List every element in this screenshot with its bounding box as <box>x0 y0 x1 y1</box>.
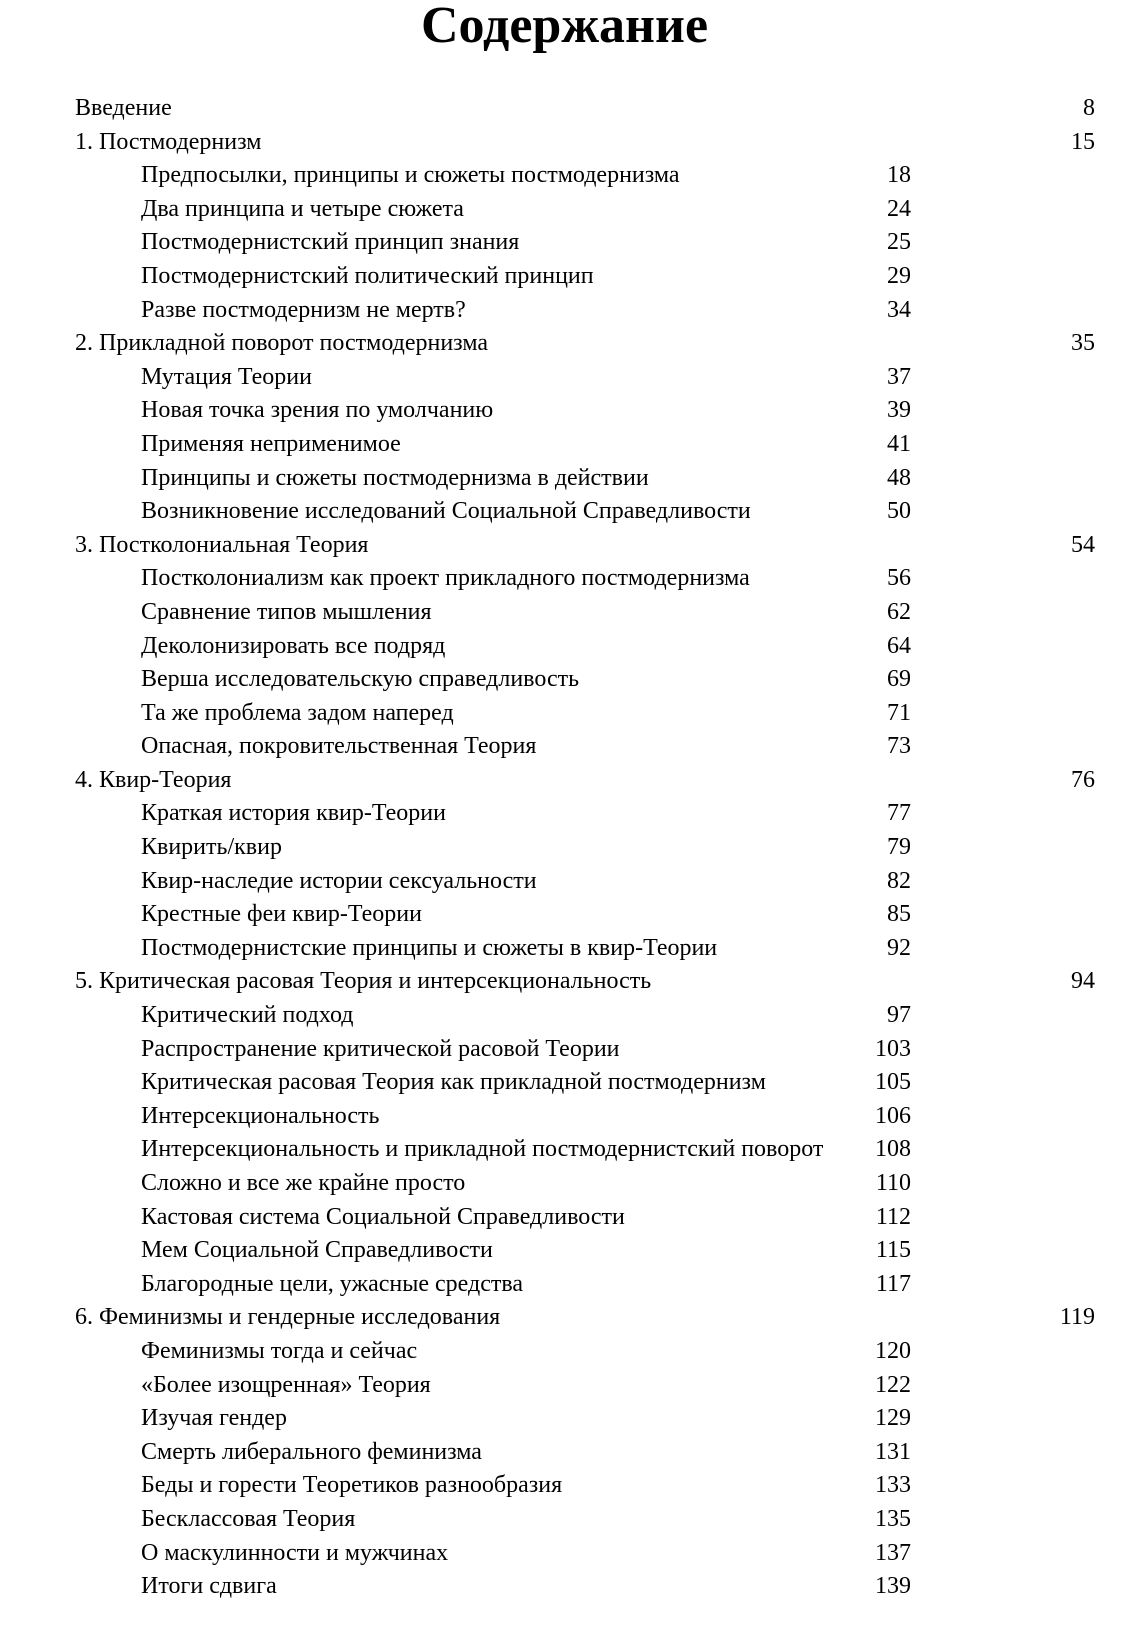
toc-entry-page-number: 71 <box>887 699 911 726</box>
toc-entry-title: Итоги сдвига <box>141 1573 277 1600</box>
toc-section-entry[interactable] <box>75 797 1095 831</box>
toc-entry-title: Интерсекциональность <box>141 1102 380 1129</box>
toc-entry-title: Опасная, покровительственная Теория <box>141 733 537 760</box>
toc-entry-title: «Более изощренная» Теория <box>141 1371 431 1398</box>
toc-section-entry[interactable] <box>75 730 1095 764</box>
toc-entry-page-number: 29 <box>887 262 911 289</box>
toc-entry-page-number: 64 <box>887 632 911 659</box>
toc-section-entry[interactable] <box>75 1469 1095 1503</box>
toc-section-entry[interactable] <box>75 159 1095 193</box>
toc-entry-page-number: 73 <box>887 733 911 760</box>
toc-entry-page-number: 137 <box>875 1539 911 1566</box>
toc-entry-title: Кастовая система Социальной Справедливости <box>141 1203 625 1230</box>
toc-entry-page-number: 112 <box>875 1203 911 1230</box>
toc-chapter-entry[interactable] <box>75 126 1095 160</box>
toc-entry-page-number: 133 <box>875 1472 911 1499</box>
toc-entry-title: Принципы и сюжеты постмодернизма в действии <box>141 464 649 491</box>
toc-entry-page-number: 82 <box>887 867 911 894</box>
toc-section-entry[interactable] <box>75 1066 1095 1100</box>
toc-entry-title: 4. Квир-Теория <box>75 766 232 793</box>
toc-entry-page-number: 69 <box>887 666 911 693</box>
toc-entry-page-number: 39 <box>887 397 911 424</box>
toc-section-entry[interactable] <box>75 697 1095 731</box>
toc-entry-page-number: 25 <box>887 229 911 256</box>
toc-entry-title: Введение <box>75 95 172 121</box>
toc-entry-page-number: 85 <box>887 901 911 928</box>
toc-chapter-entry[interactable] <box>75 764 1095 798</box>
toc-entry-page-number: 122 <box>875 1371 911 1398</box>
toc-section-entry[interactable] <box>75 1436 1095 1470</box>
toc-section-entry[interactable] <box>75 663 1095 697</box>
page-title: Содержание <box>420 0 709 54</box>
toc-section-entry[interactable] <box>75 1268 1095 1302</box>
toc-entry-page-number: 41 <box>887 430 911 457</box>
toc-entry-page-number: 135 <box>875 1505 911 1532</box>
toc-entry-title: Верша исследовательскую справедливость <box>141 666 580 693</box>
toc-entry-page-number: 48 <box>887 464 911 491</box>
toc-entry-page-number: 110 <box>875 1170 911 1196</box>
toc-entry-title: 6. Феминизмы и гендерные исследования <box>75 1304 501 1331</box>
toc-section-entry[interactable] <box>75 1402 1095 1436</box>
toc-section-entry[interactable] <box>75 260 1095 294</box>
toc-entry-title: Распространение критической расовой Теории <box>141 1035 620 1062</box>
toc-chapter-entry[interactable] <box>75 529 1095 563</box>
toc-entry-title: Предпосылки, принципы и сюжеты постмодернизма <box>141 162 680 189</box>
toc-entry-page-number: 18 <box>887 162 911 189</box>
toc-entry-title: Постмодернистский принцип знания <box>141 229 520 256</box>
toc-entry-page-number: 92 <box>887 934 911 961</box>
toc-entry-page-number: 35 <box>1071 330 1095 357</box>
toc-entry-page-number: 129 <box>875 1405 911 1432</box>
toc-entry-title: Беды и горести Теоретиков разнообразия <box>141 1472 563 1499</box>
toc-entry-page-number: 120 <box>875 1337 911 1364</box>
toc-entry-page-number: 50 <box>887 498 911 525</box>
toc-entry-page-number: 62 <box>887 598 911 625</box>
toc-entry-page-number: 24 <box>887 195 911 222</box>
toc-section-entry[interactable] <box>75 1369 1095 1403</box>
toc-entry-page-number: 76 <box>1071 766 1095 793</box>
toc-entry-title: Применяя неприменимое <box>141 430 401 457</box>
toc-entry-title: Постмодернистские принципы и сюжеты в квир-Теории <box>141 934 718 961</box>
toc-entry-title: Квир-наследие истории сексуальности <box>141 867 537 894</box>
toc-entry-title: Разве постмодернизм не мертв? <box>141 296 466 323</box>
toc-entry-title: Сложно и все же крайне просто <box>141 1170 466 1196</box>
toc-entry-page-number: 37 <box>887 363 911 390</box>
toc-section-entry[interactable] <box>75 1503 1095 1537</box>
toc-chapter-entry[interactable] <box>75 1301 1095 1335</box>
toc-entry-page-number: 97 <box>887 1002 911 1029</box>
toc-entry-title: 5. Критическая расовая Теория и интерсекциональность <box>75 968 652 995</box>
toc-section-entry[interactable] <box>75 562 1095 596</box>
toc-entry-page-number: 94 <box>1071 968 1095 995</box>
toc-entry-title: Сравнение типов мышления <box>141 598 432 625</box>
toc-entry-title: Краткая история квир-Теории <box>141 800 446 827</box>
toc-entry-page-number: 77 <box>887 800 911 827</box>
toc-entry-page-number: 103 <box>875 1035 911 1062</box>
toc-section-entry[interactable] <box>75 226 1095 260</box>
toc-section-entry[interactable] <box>75 361 1095 395</box>
toc-entry-title: Постмодернистский политический принцип <box>141 262 594 289</box>
toc-entry-page-number: 106 <box>875 1102 911 1129</box>
toc-section-entry[interactable] <box>75 596 1095 630</box>
toc-entry-page-number: 108 <box>875 1136 911 1163</box>
toc-chapter-entry[interactable] <box>75 92 1095 126</box>
toc-entry-title: Новая точка зрения по умолчанию <box>141 397 494 424</box>
toc-entry-title: 3. Постколониальная Теория <box>75 531 369 558</box>
toc-entry-title: 1. Постмодернизм <box>75 128 262 155</box>
toc-section-entry[interactable] <box>75 1167 1095 1201</box>
toc-chapter-entry[interactable] <box>75 327 1095 361</box>
toc-entry-title: Та же проблема задом наперед <box>141 699 454 726</box>
toc-section-entry[interactable] <box>75 462 1095 496</box>
toc-section-entry[interactable] <box>75 1335 1095 1369</box>
toc-entry-title: Критический подход <box>141 1002 354 1029</box>
toc-section-entry[interactable] <box>75 1234 1095 1268</box>
toc-entry-page-number: 56 <box>887 565 911 592</box>
toc-entry-title: Мутация Теории <box>141 363 312 390</box>
toc-entry-title: Крестные феи квир-Теории <box>141 901 422 928</box>
toc-entry-page-number: 15 <box>1071 128 1095 155</box>
toc-chapter-entry[interactable] <box>75 965 1095 999</box>
toc-entry-title: Квирить/квир <box>141 834 282 861</box>
toc-section-entry[interactable] <box>75 495 1095 529</box>
toc-section-entry[interactable] <box>75 630 1095 664</box>
toc-entry-title: Возникновение исследований Социальной Справедливости <box>141 498 751 525</box>
toc-entry-page-number: 115 <box>875 1237 911 1264</box>
toc-section-entry[interactable] <box>75 898 1095 932</box>
toc-entry-page-number: 54 <box>1071 531 1095 558</box>
toc-entry-page-number: 34 <box>887 296 911 323</box>
toc-entry-page-number: 105 <box>875 1069 911 1096</box>
toc-entry-title: Интерсекциональность и прикладной постмодернистский поворот <box>141 1136 824 1163</box>
toc-section-entry[interactable] <box>75 1100 1095 1134</box>
toc-section-entry[interactable] <box>75 1537 1095 1571</box>
toc-entry-page-number: 8 <box>1083 95 1095 121</box>
toc-entry-title: Феминизмы тогда и сейчас <box>141 1337 418 1364</box>
toc-entry-page-number: 139 <box>875 1573 911 1600</box>
toc-section-entry[interactable] <box>75 294 1095 328</box>
toc-section-entry[interactable] <box>75 1201 1095 1235</box>
toc-entry-page-number: 79 <box>887 834 911 861</box>
toc-entry-title: 2. Прикладной поворот постмодернизма <box>75 330 488 357</box>
toc-entry-page-number: 117 <box>875 1270 911 1297</box>
toc-section-entry[interactable] <box>75 999 1095 1033</box>
toc-entry-title: Деколонизировать все подряд <box>141 632 446 659</box>
toc-entry-page-number: 119 <box>1059 1304 1095 1331</box>
toc-section-entry[interactable] <box>75 428 1095 462</box>
toc-section-entry[interactable] <box>75 1570 1095 1604</box>
toc-section-entry[interactable] <box>75 932 1095 966</box>
toc-entry-title: Благородные цели, ужасные средства <box>141 1270 523 1297</box>
table-of-contents <box>75 92 1095 1604</box>
toc-section-entry[interactable] <box>75 831 1095 865</box>
toc-section-entry[interactable] <box>75 865 1095 899</box>
toc-entry-title: Изучая гендер <box>141 1405 287 1432</box>
toc-section-entry[interactable] <box>75 1033 1095 1067</box>
toc-entry-title: О маскулинности и мужчинах <box>141 1539 449 1566</box>
toc-entry-title: Постколониализм как проект прикладного постмодернизма <box>141 565 750 592</box>
toc-entry-title: Мем Социальной Справедливости <box>141 1237 493 1264</box>
toc-entry-title: Два принципа и четыре сюжета <box>141 195 464 222</box>
toc-entry-title: Критическая расовая Теория как прикладной постмодернизм <box>141 1069 766 1096</box>
toc-entry-page-number: 131 <box>875 1438 911 1465</box>
toc-entry-title: Бесклассовая Теория <box>141 1505 356 1532</box>
toc-section-entry[interactable] <box>75 394 1095 428</box>
toc-section-entry[interactable] <box>75 193 1095 227</box>
toc-section-entry[interactable] <box>75 1133 1095 1167</box>
toc-entry-title: Смерть либерального феминизма <box>141 1438 482 1465</box>
